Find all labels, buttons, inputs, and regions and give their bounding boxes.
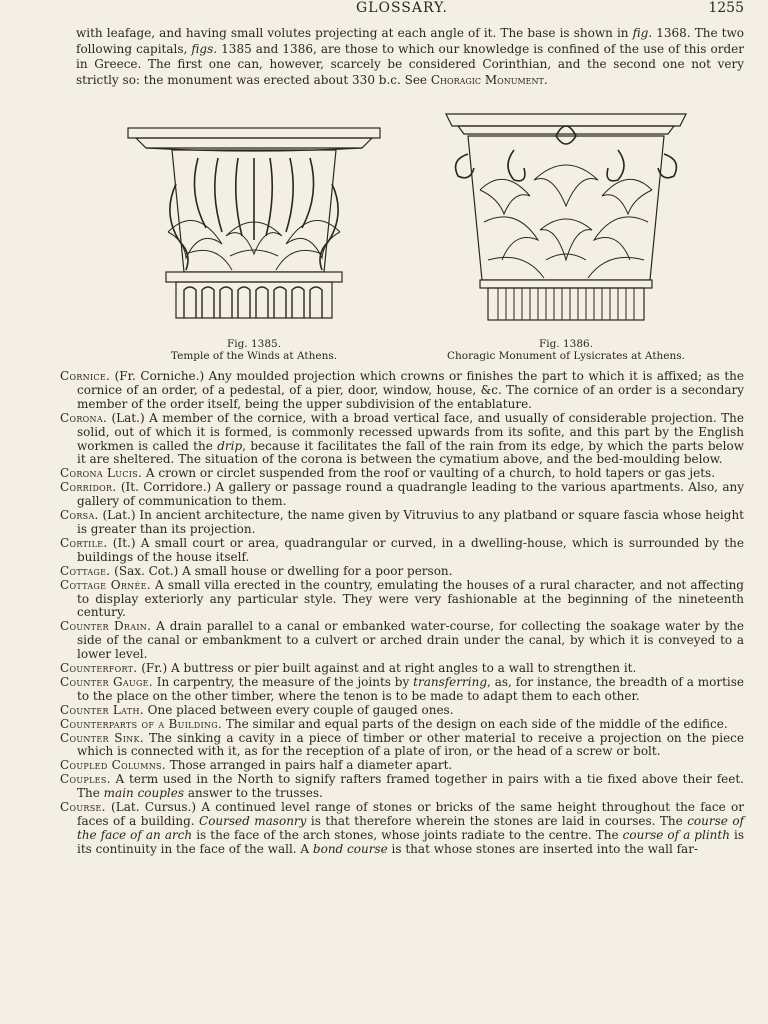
entry-text: is the face of the arch stones, whose joints radiate to the centre. The — [192, 827, 623, 842]
entry-term: Cornice. — [60, 369, 111, 383]
figure-number: Fig. 1386. — [538, 338, 594, 350]
glossary-entry — [60, 676, 744, 704]
entry-term: Cortile. — [60, 535, 108, 550]
entry-text: (Lat. Cursus.) A continued level range of stones or bricks of the same height throughout the face or faces of a building. — [77, 800, 744, 828]
entry-text: (It. Corridore.) A gallery or passage round a quadrangle leading to the various apartments. Also, any gallery of communication to them. — [77, 480, 744, 509]
figure-caption: Temple of the Winds at Athens. — [170, 350, 338, 362]
figure-1386-illustration — [444, 110, 688, 324]
entry-text: A drain parallel to a canal or embanked water-course, for collecting the soakage water by the side of the canal or embankment to a culvert or arched drain under the canal, by which it is conveyed to a lower level. — [77, 619, 744, 662]
entry-text: (Fr. Corniche.) Any moulded projection which crowns or finishes the part to which it is affixed; as the cornice of an order, of a pedestal, of a pier, door, window, house, &c. The cornice of an order is a secondary member of the order itself, being the upper subdivision of the entablature. — [77, 369, 744, 411]
glossary-entry — [60, 579, 744, 621]
glossary-entry — [60, 773, 744, 801]
entry-term: Cottage Ornée. — [60, 577, 151, 592]
glossary-entry — [60, 467, 744, 481]
entry-text: A small villa erected in the country, emulating the houses of a rural character, and not affecting to display exteriorly any particular style. They were very fashionable at the beginning of the nineteenth century. — [77, 577, 744, 620]
glossary-entry — [60, 509, 744, 537]
entry-text: One placed between every couple of gauged ones. — [143, 702, 454, 717]
entry-text: is that whose stones are inserted into the wall far- — [387, 841, 698, 856]
entry-term: Counterparts of a Building. — [60, 716, 223, 731]
entry-term: Corsa. — [60, 508, 99, 523]
entry-text: , as, for instance, the breadth of a mortise to the place on the other timber, where the tenon is to be made to adapt them to each other. — [77, 674, 744, 703]
entry-text: A crown or circlet suspended from the roof or vaulting of a church, to hold tapers or gas jets. — [142, 466, 716, 481]
entry-term: Cottage. — [60, 563, 111, 578]
entry-italic: Coursed masonry — [199, 814, 307, 828]
entry-text: (Lat.) A member of the cornice, with a broad vertical face, and usually of considerable projection. The solid, out of which it is formed, is commonly recessed upwards from its sofite, and this part by the English workmen is called the — [77, 410, 744, 453]
entry-term: Counter Sink. — [60, 730, 144, 745]
cross-reference: Choragic Monument. — [430, 72, 548, 87]
figure-1386-caption — [404, 338, 728, 362]
glossary-entry — [60, 565, 744, 579]
fig-reference: fig. — [632, 26, 653, 40]
entry-italic: main couples — [103, 786, 185, 801]
intro-paragraph — [76, 26, 744, 88]
entry-italic: course of the face of an arch — [77, 814, 744, 842]
entry-text: The sinking a cavity in a piece of timber or other material to receive a projection on the piece which is connected with it, as for the reception of a plate of iron, or the head of a screw or bolt. — [77, 730, 744, 759]
entry-term: Corona. — [60, 410, 108, 425]
entry-text: (Sax. Cot.) A small house or dwelling for a poor person. — [110, 563, 453, 578]
intro-text: with leafage, and having small volutes projecting at each angle of it. The base is shown in — [76, 26, 633, 40]
entry-term: Corridor. — [60, 480, 117, 495]
glossary-entry — [60, 662, 744, 676]
entry-term: Couples. — [60, 772, 111, 787]
entry-term: Coupled Columns. — [60, 758, 166, 773]
figure-number: Fig. 1385. — [226, 338, 282, 350]
glossary-entry — [60, 481, 744, 509]
entry-text: answer to the trusses. — [184, 786, 323, 801]
figs-reference: figs. — [191, 41, 218, 56]
intro-text: 1368. The two following capitals, — [76, 26, 744, 56]
glossary-entry — [60, 801, 744, 857]
entry-text: The similar and equal parts of the design on each side of the middle of the edifice. — [222, 716, 728, 731]
entry-text: (It.) A small court or area, quadrangular or curved, in a dwelling-house, which is surrounded by the buildings of the house itself. — [77, 535, 744, 564]
glossary-entries — [60, 370, 744, 857]
glossary-entry — [60, 704, 744, 718]
figure-1385-caption — [120, 338, 388, 362]
entry-term: Counter Lath. — [60, 702, 144, 717]
glossary-entry — [60, 537, 744, 565]
glossary-entry — [60, 732, 744, 760]
entry-text: (Lat.) In ancient architecture, the name given by Vitruvius to any platband or square fascia whose height is greater than its projection. — [77, 508, 744, 536]
figure-caption: Choragic Monument of Lysicrates at Athens. — [446, 350, 685, 362]
entry-italic: course of a plinth — [622, 827, 730, 842]
glossary-entry — [60, 370, 744, 412]
entry-text: A term used in the North to signify rafters framed together in pairs with a tie fixed above their feet. The — [77, 772, 744, 801]
entry-text: is its continuity in the face of the wall. A — [77, 827, 744, 856]
entry-term: Counterfort. — [60, 661, 138, 676]
entry-term: Course. — [60, 800, 106, 815]
entry-term: Corona Lucis. — [60, 466, 143, 481]
figure-1385-illustration — [126, 124, 382, 324]
entry-text: (Fr.) A buttress or pier built against and at right angles to a wall to strengthen it. — [137, 661, 637, 676]
glossary-entry — [60, 759, 744, 773]
intro-text: 1385 and 1386, are those to which our knowledge is confined of the use of this order in Greece. The first one can, however, scarcely be considered Corinthian, and the second one not very strictly so: the monument was erected about 330 b.c. See — [76, 41, 744, 87]
entry-italic: transferring — [413, 674, 488, 689]
running-header — [60, 0, 744, 20]
entry-text: Those arranged in pairs half a diameter apart. — [165, 758, 453, 773]
entry-term: Counter Drain. — [60, 619, 152, 634]
entry-italic: bond course — [312, 841, 388, 856]
page-number: 1255 — [708, 0, 744, 16]
entry-italic: drip — [217, 438, 243, 453]
entry-text: , because it facilitates the fall of the rain from its edge, by which the parts below it are sheltered. The situation of the corona is between the cymatium above, and the bed-moulding below. — [77, 438, 744, 467]
glossary-entry — [60, 718, 744, 732]
entry-text: In carpentry, the measure of the joints by — [152, 674, 414, 689]
entry-text: is that therefore wherein the stones are laid in courses. The — [306, 814, 688, 828]
entry-term: Counter Gauge. — [60, 674, 153, 689]
running-title: GLOSSARY. — [355, 0, 448, 16]
glossary-entry — [60, 412, 744, 468]
glossary-entry — [60, 620, 744, 662]
